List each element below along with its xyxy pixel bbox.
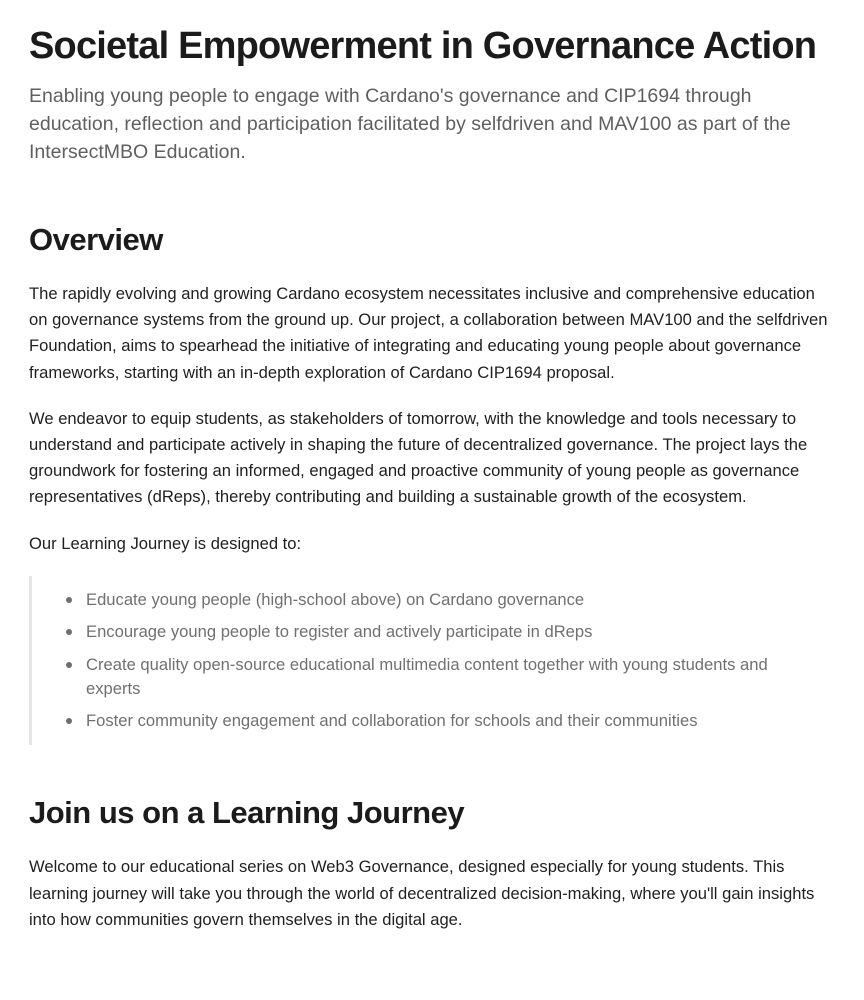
learning-journey-intro: Our Learning Journey is designed to: bbox=[29, 533, 302, 553]
overview-paragraph: The rapidly evolving and growing Cardano ecosystem necessitates inclusive and comprehensive education on governance systems from the ground up. Our project, a collaboration between MAV100 and the selfdriven Foundation, aims to spearhead the initiative of integrating and educating young people about governance frameworks, starting with an in-depth exploration of Cardano CIP1694 proposal. bbox=[29, 284, 828, 382]
overview-paragraph: We endeavor to equip students, as stakeholders of tomorrow, with the knowledge and tools necessary to understand and participate actively in shaping the future of decentralized governance. The project lays the groundwork for fostering an informed, engaged and proactive community of young people as governance representatives (dReps), thereby contributing and building a sustainable growth of the ecosystem. bbox=[29, 408, 808, 507]
bullet-icon bbox=[66, 597, 72, 603]
list-item bbox=[86, 620, 816, 644]
page-title: Societal Empowerment in Governance Action bbox=[29, 25, 817, 67]
goal-text: Educate young people (high-school above) on Cardano governance bbox=[86, 589, 585, 609]
bullet-icon bbox=[66, 629, 72, 635]
goals-list bbox=[32, 588, 834, 734]
goals-blockquote bbox=[29, 576, 834, 746]
journey-paragraph: Welcome to our educational series on Web3 Governance, designed especially for young students. This learning journey will take you through the world of decentralized decision-making, where you'll gain insights into how communities govern themselves in the digital age. bbox=[29, 857, 815, 929]
goal-text: Create quality open-source educational multimedia content together with young students and experts bbox=[86, 654, 768, 698]
overview-heading: Overview bbox=[29, 222, 163, 257]
goal-text: Foster community engagement and collaboration for schools and their communities bbox=[86, 711, 698, 731]
goal-text: Encourage young people to register and actively participate in dReps bbox=[86, 622, 593, 642]
list-item bbox=[86, 588, 816, 612]
page-description: Enabling young people to engage with Cardano's governance and CIP1694 through education, reflection and participation facilitated by selfdriven and MAV100 as part of the IntersectMBO Education. bbox=[29, 85, 791, 163]
journey-heading: Join us on a Learning Journey bbox=[29, 795, 465, 831]
list-item bbox=[86, 709, 816, 733]
list-item bbox=[86, 653, 816, 701]
bullet-icon bbox=[66, 718, 72, 724]
bullet-icon bbox=[66, 662, 72, 668]
